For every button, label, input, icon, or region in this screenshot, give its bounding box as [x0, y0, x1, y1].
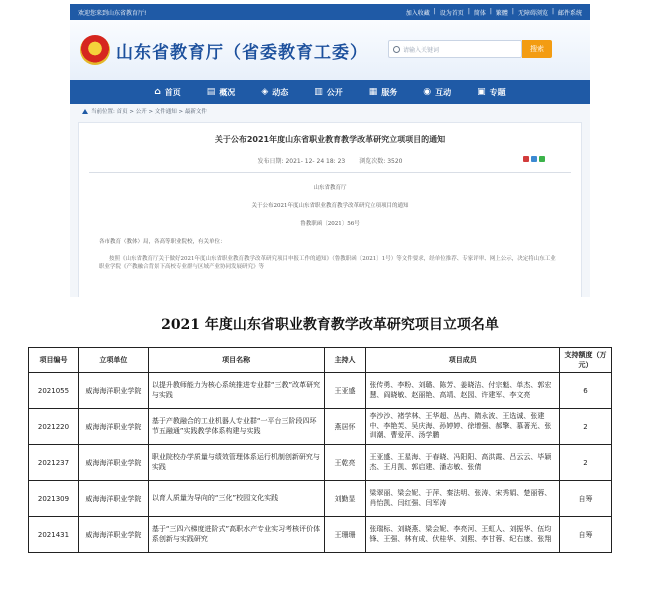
- cell-unit: 威海海洋职业学院: [78, 517, 148, 553]
- overview-icon: ▤: [206, 87, 216, 97]
- main-nav: [70, 80, 590, 104]
- cell-name: 基于“三四六梯度进阶式”高职水产专业实习考核评价体系创新与实践研究: [148, 517, 324, 553]
- table-row: [29, 409, 612, 445]
- cell-amount: 2: [560, 445, 612, 481]
- nav-home[interactable]: [154, 87, 180, 98]
- table-row: [29, 373, 612, 409]
- date-label: 发布日期:: [257, 158, 284, 165]
- doc-heading: 关于公布2021年度山东省职业教育教学改革研究立项项目的通知: [251, 203, 409, 209]
- nav-topic[interactable]: [477, 87, 506, 98]
- nav-interact[interactable]: [423, 87, 451, 98]
- site-title: 山东省教育厅（省委教育工委）: [116, 42, 368, 63]
- cell-name: 职业院校办学质量与绩效管理体系运行机制创新研究与实践: [148, 445, 324, 481]
- col-members: 项目成员: [366, 348, 560, 373]
- doc-number: 鲁教职函〔2021〕56号: [300, 221, 360, 227]
- breadcrumb-text: 当前位置: 首页 > 公开 > 文件通知 > 最新文件: [91, 109, 207, 115]
- cell-members: 张瑞标、刘晓燕、梁会妮、李亮河、王虹人、刘振华、伍均锋、王强、林有成、伏桂华、刘熙、李甘蓉、纪右康、张翔: [366, 517, 560, 553]
- col-name: 项目名称: [148, 348, 324, 373]
- cell-host: 王亚盛: [324, 373, 366, 409]
- cell-id: 2021237: [29, 445, 79, 481]
- nav-label: 首页: [164, 87, 181, 97]
- nav-label: 服务: [381, 87, 398, 97]
- share-wechat-icon[interactable]: [539, 156, 545, 162]
- top-bar: [70, 4, 590, 20]
- cell-host: 燕居怀: [324, 409, 366, 445]
- welcome-text: 欢迎您来到山东省教育厅!: [78, 9, 147, 17]
- website-screenshot: [70, 4, 590, 297]
- cell-id: 2021431: [29, 517, 79, 553]
- share-icons: [523, 156, 545, 162]
- table-header: [29, 348, 612, 373]
- link-mail[interactable]: 邮件系统: [557, 9, 582, 17]
- article-panel: [78, 122, 582, 297]
- link-traditional[interactable]: 繁體: [495, 9, 508, 17]
- service-icon: ▦: [368, 87, 378, 97]
- nav-label: 动态: [272, 87, 289, 97]
- search-icon: [393, 46, 400, 53]
- topic-icon: ▣: [477, 87, 486, 97]
- col-id: 项目编号: [29, 348, 79, 373]
- cell-host: 王乾亮: [324, 445, 366, 481]
- cell-unit: 威海海洋职业学院: [78, 445, 148, 481]
- nav-news[interactable]: [261, 87, 288, 98]
- cell-members: 李沙沙、褚学林、王华超、丛冉、隋永波、王选诚、张建中、李艳芙、吴庆海、孙婷婷、徐增强、郝擎、慕著光、张训潮、曹爱萍、汤学鹏: [366, 409, 560, 445]
- nav-public[interactable]: [314, 87, 343, 98]
- search-placeholder: 请输入关键词: [403, 46, 440, 54]
- cell-amount: 2: [560, 409, 612, 445]
- share-qzone-icon[interactable]: [531, 156, 537, 162]
- table-row: [29, 481, 612, 517]
- brand-header: [70, 20, 590, 80]
- cell-id: 2021309: [29, 481, 79, 517]
- cell-amount: 6: [560, 373, 612, 409]
- list-title: 2021 年度山东省职业教育教学改革研究项目立项名单: [161, 317, 499, 333]
- views-value: 3520: [387, 158, 403, 165]
- link-simplified[interactable]: 简体: [473, 9, 486, 17]
- home-icon: ⌂: [154, 87, 161, 97]
- cell-id: 2021220: [29, 409, 79, 445]
- book-icon: ▥: [314, 87, 323, 97]
- nav-label: 互动: [435, 87, 452, 97]
- link-favorite[interactable]: 加入收藏: [405, 9, 430, 17]
- cell-name: 以提升教师能力为核心系统推进专业群“三教”改革研究与实践: [148, 373, 324, 409]
- article-body: [79, 183, 581, 272]
- views-label: 浏览次数:: [359, 158, 386, 165]
- search-input[interactable]: [388, 40, 522, 58]
- table-row: [29, 445, 612, 481]
- news-icon: ◈: [261, 87, 269, 97]
- cell-amount: 自筹: [560, 517, 612, 553]
- cell-amount: 自筹: [560, 481, 612, 517]
- nav-overview[interactable]: [207, 87, 236, 98]
- cell-members: 梁翠丽、梁会妮、于萍、秦法明、张涛、宋秀娟、楚丽蓉、肖怡凯、闫红强、闫军涛: [366, 481, 560, 517]
- table-row: [29, 517, 612, 553]
- publish-date: [258, 156, 346, 165]
- col-host: 主持人: [324, 348, 366, 373]
- share-weibo-icon[interactable]: [523, 156, 529, 162]
- breadcrumb: [70, 104, 590, 118]
- emblem-icon: [80, 35, 110, 65]
- nav-label: 概况: [219, 87, 236, 97]
- project-table: [28, 347, 612, 553]
- nav-label: 公开: [326, 87, 343, 97]
- article-title: 关于公布2021年度山东省职业教育教学改革研究立项项目的通知: [214, 135, 446, 144]
- chat-icon: ◉: [423, 87, 432, 97]
- cell-host: 刘勤显: [324, 481, 366, 517]
- nav-service[interactable]: [369, 87, 398, 98]
- cell-members: 张传勇、李粉、刘璐、陈芳、姜晓洁、付宗魁、单杰、郭宏慧、阎晓敏、赵丽艳、高靖、赵园、许建军、李文亮: [366, 373, 560, 409]
- cell-unit: 威海海洋职业学院: [78, 409, 148, 445]
- location-icon: [82, 109, 88, 114]
- cell-host: 王珊珊: [324, 517, 366, 553]
- article-meta: [79, 156, 581, 165]
- col-amount: 支持额度（万元）: [560, 348, 612, 373]
- search-button[interactable]: 搜索: [522, 40, 552, 58]
- top-links: 加入收藏 | 设为首页 | 简体 | 繁體 | 无障碍浏览 | 邮件系统: [405, 7, 582, 17]
- issuer: 山东省教育厅: [313, 185, 347, 191]
- cell-unit: 威海海洋职业学院: [78, 481, 148, 517]
- link-homepage[interactable]: 设为首页: [439, 9, 464, 17]
- cell-unit: 威海海洋职业学院: [78, 373, 148, 409]
- divider: [89, 172, 571, 173]
- cell-name: 以育人质量为导向的“三化”校园文化实践: [148, 481, 324, 517]
- cell-name: 基于产教融合的工业机器人专业群“一平台三阶段四环节五融通”实践教学体系构建与实践: [148, 409, 324, 445]
- view-count: [359, 156, 402, 165]
- cell-id: 2021055: [29, 373, 79, 409]
- salutation: 各市教育（教体）局，各高等职业院校，有关单位：: [99, 239, 226, 245]
- body-paragraph: 按照《山东省教育厅关于做好2021年度山东省职业教育教学改革研究项目申报工作的通知》（鲁教职函〔2021〕1号）等文件要求，经单位推荐、专家评审、网上公示，决定将山东工业职业学院《产教融合背景下高校专业群与区域产业协同发展研究》等: [99, 256, 556, 271]
- link-accessibility[interactable]: 无障碍浏览: [517, 9, 548, 17]
- col-unit: 立项单位: [78, 348, 148, 373]
- cell-members: 王亚盛、王星海、于春晓、冯阳阳、高洪霞、吕云云、毕颖杰、王月凯、郭启建、潘志敏、张倩: [366, 445, 560, 481]
- date-value: 2021- 12- 24 18: 23: [285, 158, 346, 165]
- nav-label: 专题: [489, 87, 506, 97]
